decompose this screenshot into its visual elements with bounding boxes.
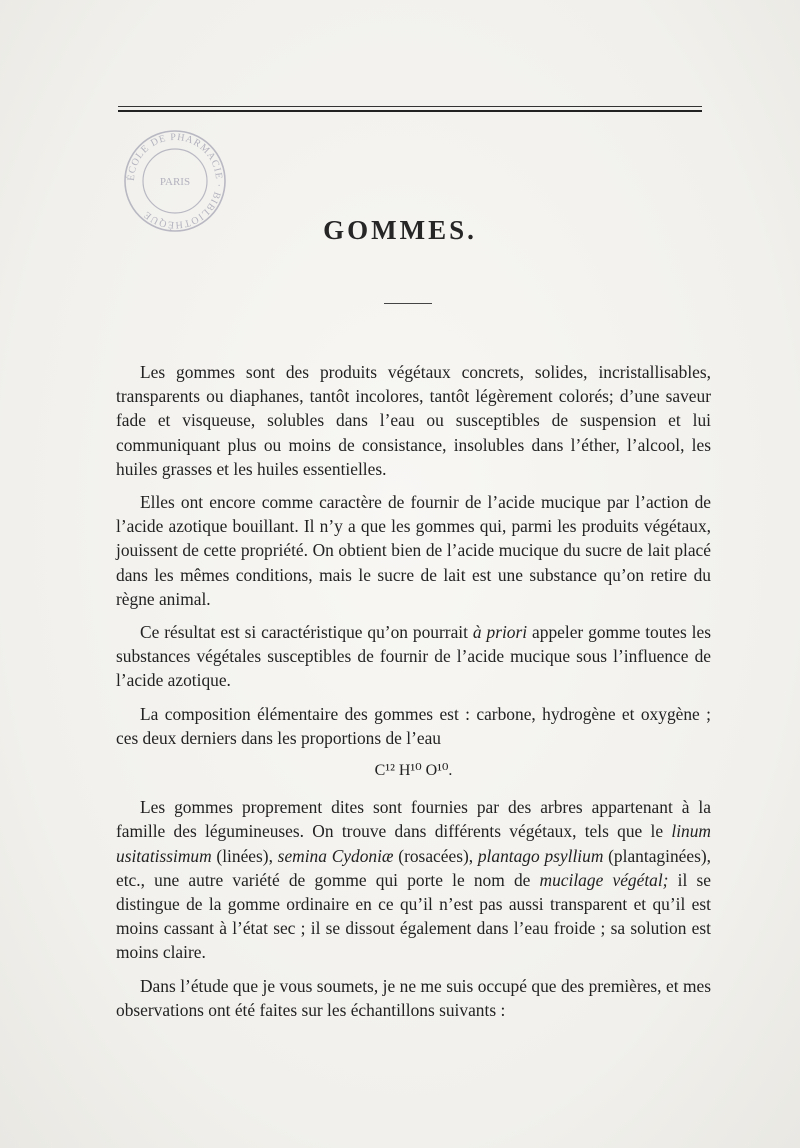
paragraph	[116, 702, 711, 750]
italic-term: semina Cydoniæ	[277, 845, 394, 866]
text-segment: Elles ont encore comme caractère de fournir de l’acide mucique par l’action de l’acide azotique bouillant. Il n’y a que les gommes qui, parmi les produits végétaux, jouissent de cette propriété. On obtient bien de l’acide mucique du sucre de lait placé dans les mêmes conditions, mais le sucre de lait est une substance qu’on retire du règne animal.	[116, 492, 711, 609]
paragraph	[116, 360, 711, 481]
text-segment: appeler gomme toutes les substances végétales susceptibles de fournir de l’acide mucique sous l’influence de l’acide azotique.	[116, 622, 711, 691]
chemical-formula: C¹² H¹⁰ O¹⁰.	[374, 762, 453, 780]
paragraphs-after-formula	[116, 795, 711, 1022]
text-segment: il se distingue de la gomme ordinaire en ce qu’il n’est pas aussi transparent et qu’il est moins cassant à l’état sec ; il se dissout également dans l’eau froide ; sa solution est moins claire.	[116, 869, 711, 963]
text-segment: Ce résultat est si caractéristique qu’on pourrait	[140, 622, 473, 643]
body-text	[116, 360, 711, 1031]
italic-term: linum usitatissimum	[116, 821, 711, 866]
stamp-ring-text: ÉCOLE DE PHARMACIE · BIBLIOTHÈQUE	[125, 131, 225, 231]
header-rule	[118, 106, 702, 107]
paragraph	[116, 620, 711, 693]
italic-term: plantago psyllium	[477, 845, 604, 866]
page-title: GOMMES.	[323, 215, 477, 245]
text-segment: (plantaginées), etc., une autre variété de gomme qui porte le nom de	[116, 845, 711, 890]
text-segment: Les gommes proprement dites sont fournies par des arbres appartenant à la famille des légumineuses. On trouve dans différents végétaux, tels que le	[116, 797, 711, 842]
italic-term: à priori	[472, 622, 528, 643]
text-segment: (linées),	[211, 845, 278, 866]
header-rule-thick	[118, 110, 702, 112]
text-segment: Les gommes sont des produits végétaux concrets, solides, incristallisables, transparents ou diaphanes, tantôt incolores, tantôt légèrement colorés; d’une saveur fade et visqueuse, solubles dans l’eau ou susceptibles de suspension et lui communiquant plus ou moins de consistance, insolubles dans l’éther, l’alcool, les huiles grasses et les huiles essentielles.	[116, 362, 711, 479]
text-segment: (rosacées),	[393, 845, 478, 866]
title-divider	[384, 303, 432, 304]
paragraph	[116, 974, 711, 1022]
stamp-center-text: PARIS	[159, 176, 191, 188]
paragraphs-before-formula	[116, 360, 711, 750]
italic-term: mucilage végétal;	[539, 869, 669, 890]
text-segment: La composition élémentaire des gommes est : carbone, hydrogène et oxygène ; ces deux derniers dans les proportions de l’eau	[116, 703, 711, 748]
paragraph	[116, 795, 711, 964]
text-segment: Dans l’étude que je vous soumets, je ne me suis occupé que des premières, et mes observations ont été faites sur les échantillons suivants :	[116, 975, 711, 1020]
paragraph	[116, 490, 711, 611]
